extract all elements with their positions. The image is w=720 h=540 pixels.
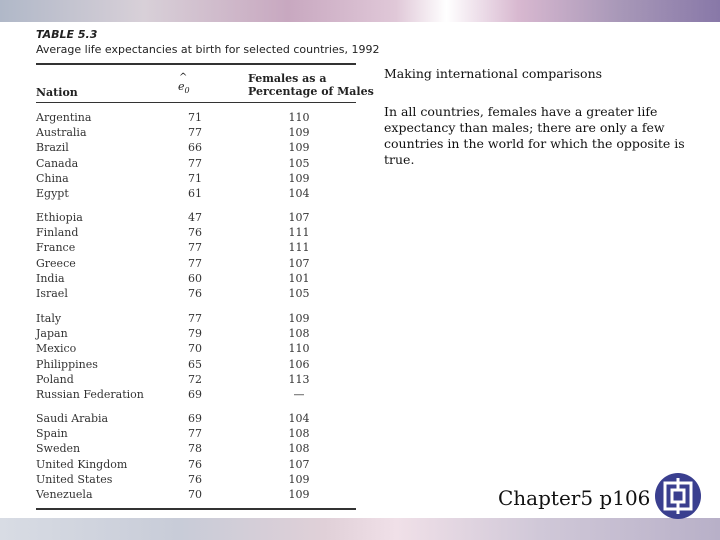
publisher-logo-icon <box>654 472 702 520</box>
table-bottom-rule <box>36 508 356 510</box>
life-expectancy-cell: 77 <box>188 156 202 170</box>
ratio-cell: 108 <box>288 427 310 441</box>
header-life-expectancy <box>178 72 190 96</box>
ratio-cell: 101 <box>288 271 310 285</box>
life-expectancy-subscript: 0 <box>184 86 190 96</box>
table-row <box>36 171 356 186</box>
ratio-cell: 109 <box>288 171 310 185</box>
header-rule <box>36 102 356 103</box>
ratio-cell: — <box>293 388 305 401</box>
header-ratio-line1: Females as a <box>248 72 327 85</box>
ratio-cell: 104 <box>288 412 310 425</box>
ratio-cell: 107 <box>288 211 310 224</box>
ratio-cell: 109 <box>288 312 310 325</box>
table-top-rule <box>36 63 356 65</box>
life-expectancy-cell: 76 <box>188 457 202 471</box>
ratio-cell: 110 <box>288 111 310 124</box>
table-row <box>36 125 356 140</box>
nation-cell: Japan <box>36 327 68 341</box>
table-row <box>36 286 356 301</box>
table-row <box>36 271 356 286</box>
notes-body: In all countries, females have a greater life expectancy than males; there are only a few countries in the world for which the opposite is true. <box>384 104 685 167</box>
life-expectancy-cell: 61 <box>188 187 202 200</box>
life-expectancy-cell: 69 <box>188 412 202 425</box>
life-expectancy-cell: 76 <box>188 287 202 300</box>
life-expectancy-cell: 60 <box>188 271 202 285</box>
table-row <box>36 472 356 487</box>
table-row <box>36 387 356 402</box>
table-row <box>36 311 356 326</box>
bottom-decorative-band <box>0 518 720 540</box>
nation-cell: Egypt <box>36 187 69 200</box>
nation-cell: Spain <box>36 427 68 441</box>
nation-cell: Israel <box>36 287 68 300</box>
nation-cell: Philippines <box>36 357 98 371</box>
nation-cell: Ethiopia <box>36 211 83 224</box>
life-expectancy-cell: 66 <box>188 141 202 155</box>
table-row <box>36 426 356 441</box>
table-row <box>36 441 356 456</box>
ratio-cell: 109 <box>288 126 310 140</box>
circumflex-mark: ^ <box>179 72 188 83</box>
ratio-cell: 109 <box>288 472 310 486</box>
life-expectancy-cell: 69 <box>188 388 202 401</box>
ratio-cell: 105 <box>288 287 310 300</box>
table-row <box>36 210 356 225</box>
life-expectancy-cell: 77 <box>188 312 202 325</box>
table-row <box>36 357 356 372</box>
life-expectancy-cell: 79 <box>188 327 202 341</box>
life-expectancy-cell: 77 <box>188 427 202 441</box>
nation-cell: Greece <box>36 256 76 270</box>
life-expectancy-cell: 72 <box>188 372 202 386</box>
ratio-cell: 104 <box>288 187 310 200</box>
nation-cell: Mexico <box>36 342 77 356</box>
ratio-cell: 106 <box>288 357 310 371</box>
life-expectancy-cell: 71 <box>188 111 202 124</box>
ratio-cell: 110 <box>288 342 310 356</box>
life-expectancy-cell: 78 <box>188 442 202 456</box>
table-row <box>36 256 356 271</box>
life-expectancy-cell: 65 <box>188 357 202 371</box>
nation-cell: China <box>36 171 69 185</box>
nation-cell: Finland <box>36 226 79 240</box>
top-decorative-band <box>0 0 720 22</box>
life-expectancy-cell: 71 <box>188 171 202 185</box>
nation-cell: Sweden <box>36 442 81 456</box>
life-expectancy-cell: 70 <box>188 342 202 356</box>
header-nation: Nation <box>36 86 78 99</box>
ratio-cell: 105 <box>288 156 310 170</box>
nation-cell: Russian Federation <box>36 388 144 401</box>
nation-cell: Poland <box>36 372 74 386</box>
table-row <box>36 140 356 155</box>
ratio-cell: 107 <box>288 457 310 471</box>
life-expectancy-cell: 77 <box>188 241 202 255</box>
header-ratio-line2: Percentage of Males <box>248 85 374 98</box>
nation-cell: United Kingdom <box>36 457 128 471</box>
table-row <box>36 457 356 472</box>
notes-title: Making international comparisons <box>384 66 603 81</box>
ratio-cell: 109 <box>288 141 310 155</box>
table-row <box>36 156 356 171</box>
ratio-cell: 113 <box>288 372 310 386</box>
nation-cell: India <box>36 271 65 285</box>
nation-cell: Australia <box>36 126 87 140</box>
life-expectancy-cell: 77 <box>188 256 202 270</box>
nation-cell: Argentina <box>36 111 92 124</box>
table-row <box>36 110 356 125</box>
table-row <box>36 326 356 341</box>
table-number: TABLE 5.3 <box>36 28 98 41</box>
nation-cell: Saudi Arabia <box>36 412 109 425</box>
nation-cell: Italy <box>36 312 62 325</box>
life-expectancy-cell: 70 <box>188 488 202 501</box>
ratio-cell: 107 <box>288 256 310 270</box>
nation-cell: Venezuela <box>36 488 93 501</box>
life-expectancy-cell: 76 <box>188 226 202 240</box>
ratio-cell: 109 <box>288 488 310 501</box>
table-row <box>36 411 356 426</box>
nation-cell: United States <box>36 472 113 486</box>
table-row <box>36 240 356 255</box>
chapter-reference: Chapter5 p106 <box>498 486 651 510</box>
table-row <box>36 225 356 240</box>
life-expectancy-cell: 77 <box>188 126 202 140</box>
nation-cell: Brazil <box>36 141 69 155</box>
nation-cell: Canada <box>36 156 79 170</box>
table-row <box>36 341 356 356</box>
table-row <box>36 372 356 387</box>
life-expectancy-symbol: e <box>178 80 185 93</box>
table-caption: Average life expectancies at birth for selected countries, 1992 <box>36 43 380 56</box>
life-expectancy-cell: 76 <box>188 472 202 486</box>
ratio-cell: 108 <box>288 442 310 456</box>
ratio-cell: 111 <box>288 226 310 240</box>
ratio-cell: 108 <box>288 327 310 341</box>
nation-cell: France <box>36 241 76 255</box>
table-row <box>36 186 356 201</box>
life-expectancy-cell: 47 <box>188 211 202 224</box>
ratio-cell: 111 <box>288 241 310 255</box>
table-row <box>36 487 356 502</box>
